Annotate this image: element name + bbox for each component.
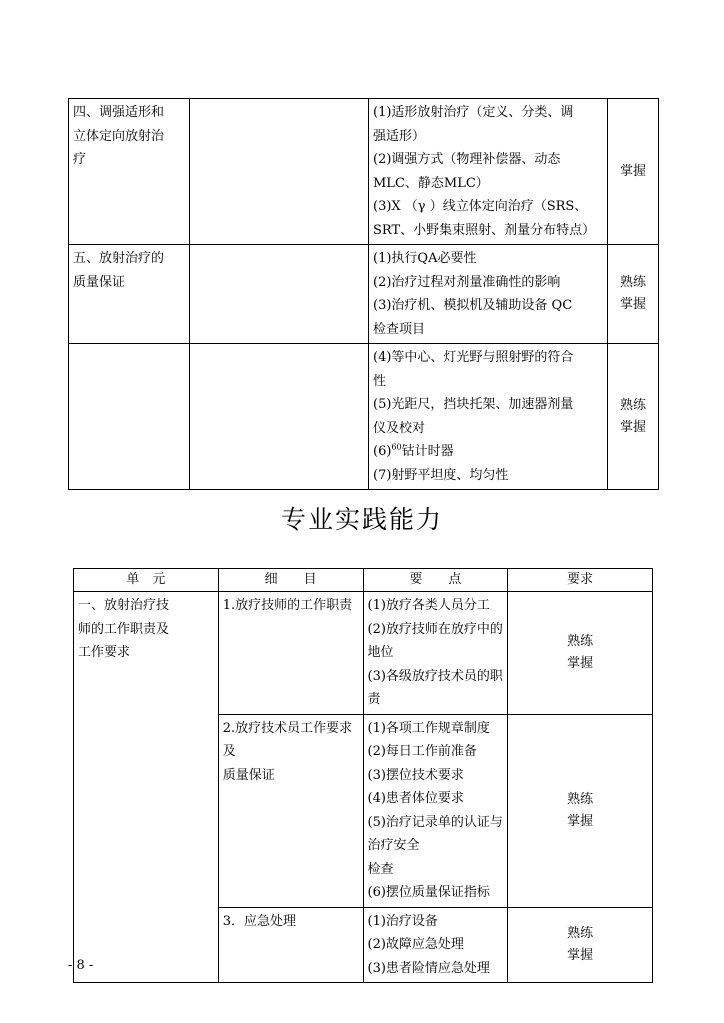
- points-cell: [369, 99, 608, 245]
- point-text: (4)等中心、灯光野与照射野的符合: [373, 350, 574, 365]
- point-text: 检查: [367, 861, 394, 877]
- point-text: (5)光距尺，挡块托架、加速器剂量: [373, 397, 574, 412]
- unit-cell: [69, 245, 190, 344]
- requirement-text: 掌握: [567, 947, 594, 963]
- detail-cell: [218, 714, 363, 907]
- requirement-cell: [508, 592, 653, 715]
- requirement-text: 熟练: [567, 925, 594, 941]
- requirement-text: 掌握: [567, 655, 594, 671]
- point-text: (3)治疗机、模拟机及辅助设备 QC: [373, 298, 573, 313]
- point-text: SRT、小野集束照射、剂量分布特点）: [373, 222, 596, 238]
- point-text: (1)放疗各类人员分工: [367, 598, 490, 613]
- requirement-cell: [608, 245, 659, 344]
- requirement-text: 熟练: [619, 275, 646, 290]
- point-text: (2)放疗技师在放疗中的地位: [367, 621, 503, 660]
- point-text: (3)X （γ ）线立体定向治疗（SRS、: [373, 199, 588, 214]
- detail-cell: [190, 245, 369, 344]
- point-text: 性: [373, 373, 387, 389]
- point-text: (7)射野平坦度、均匀性: [373, 467, 509, 483]
- point-text: [373, 440, 603, 464]
- requirement-text: 熟练: [567, 633, 594, 649]
- point-text: (2)调强方式（物理补偿器、动态: [373, 152, 561, 167]
- point-text: (5)治疗记录单的认证与治疗安全: [367, 814, 503, 853]
- column-header-requirement: 要求: [508, 569, 653, 592]
- requirement-cell: [608, 99, 659, 245]
- unit-text: 四、调强适形和: [73, 105, 165, 120]
- unit-text: 质量保证: [73, 274, 126, 290]
- section-title: 专业实践能力: [280, 505, 443, 534]
- column-header-points: 要 点: [363, 569, 508, 592]
- unit-cell: [69, 344, 190, 490]
- previous-page-table: [68, 98, 659, 490]
- unit-text: 立体定向放射治: [73, 128, 165, 144]
- isotope-superscript: 60: [391, 442, 402, 452]
- point-text: (2)治疗过程对剂量准确性的影响: [373, 274, 561, 290]
- points-cell: [369, 245, 608, 344]
- detail-cell: [218, 592, 363, 715]
- point-rest: 钴计时器: [401, 444, 454, 459]
- points-cell: [363, 714, 508, 907]
- requirement-text: 熟练: [619, 397, 646, 413]
- unit-text: 工作要求: [78, 645, 131, 660]
- point-text: (1)适形放射治疗（定义、分类、调: [373, 105, 574, 120]
- point-text: 强适形）: [373, 128, 426, 144]
- table-row: [69, 344, 659, 490]
- detail-text: 质量保证: [222, 767, 275, 783]
- requirement-text: 掌握: [619, 297, 646, 312]
- table-row: [69, 245, 659, 344]
- point-text: 检查项目: [373, 321, 426, 337]
- point-text: (3)摆位技术要求: [367, 767, 464, 783]
- requirement-cell: [608, 344, 659, 490]
- requirement-cell: [508, 907, 653, 983]
- column-header-unit: 单 元: [74, 569, 219, 592]
- unit-cell: [69, 99, 190, 245]
- detail-cell: [218, 907, 363, 983]
- point-text: (2)每日工作前准备: [367, 744, 477, 759]
- unit-cell: [74, 592, 219, 983]
- unit-text: 师的工作职责及: [78, 621, 170, 637]
- points-cell: [363, 592, 508, 715]
- column-header-detail: 细 目: [218, 569, 363, 592]
- requirement-text: 掌握: [619, 419, 646, 435]
- detail-text: 1.放疗技师的工作职责: [222, 598, 353, 613]
- point-text: (3)各级放疗技术员的职责: [367, 668, 503, 707]
- requirement-text: 掌握: [619, 163, 646, 179]
- detail-cell: [190, 99, 369, 245]
- point-prefix: (6): [373, 444, 392, 459]
- unit-text: 疗: [73, 152, 87, 167]
- point-text: (6)摆位质量保证指标: [367, 885, 490, 900]
- point-text: (1)治疗设备: [367, 913, 438, 929]
- requirement-text: 熟练: [567, 791, 594, 807]
- table-row: [69, 99, 659, 245]
- table-header-row: [74, 569, 653, 592]
- detail-text: 2.放疗技术员工作要求及: [222, 720, 353, 759]
- unit-text: 五、放射治疗的: [73, 251, 165, 266]
- point-text: (1)各项工作规章制度: [367, 720, 490, 736]
- requirement-text: 掌握: [567, 813, 594, 829]
- detail-text: 3．应急处理: [222, 913, 297, 929]
- table-row: [74, 592, 653, 715]
- point-text: 仪及校对: [373, 420, 426, 436]
- point-text: (1)执行QA必要性: [373, 251, 477, 266]
- point-text: MLC、静态MLC）: [373, 175, 489, 191]
- points-cell: [369, 344, 608, 490]
- points-cell: [363, 907, 508, 983]
- point-text: (4)患者体位要求: [367, 791, 464, 806]
- unit-text: 一、放射治疗技: [78, 598, 170, 613]
- page-number: - 8 -: [68, 958, 94, 973]
- practice-ability-table: [73, 568, 653, 983]
- detail-cell: [190, 344, 369, 490]
- point-text: (2)故障应急处理: [367, 937, 464, 952]
- point-text: (3)患者险情应急处理: [367, 960, 490, 976]
- requirement-cell: [508, 714, 653, 907]
